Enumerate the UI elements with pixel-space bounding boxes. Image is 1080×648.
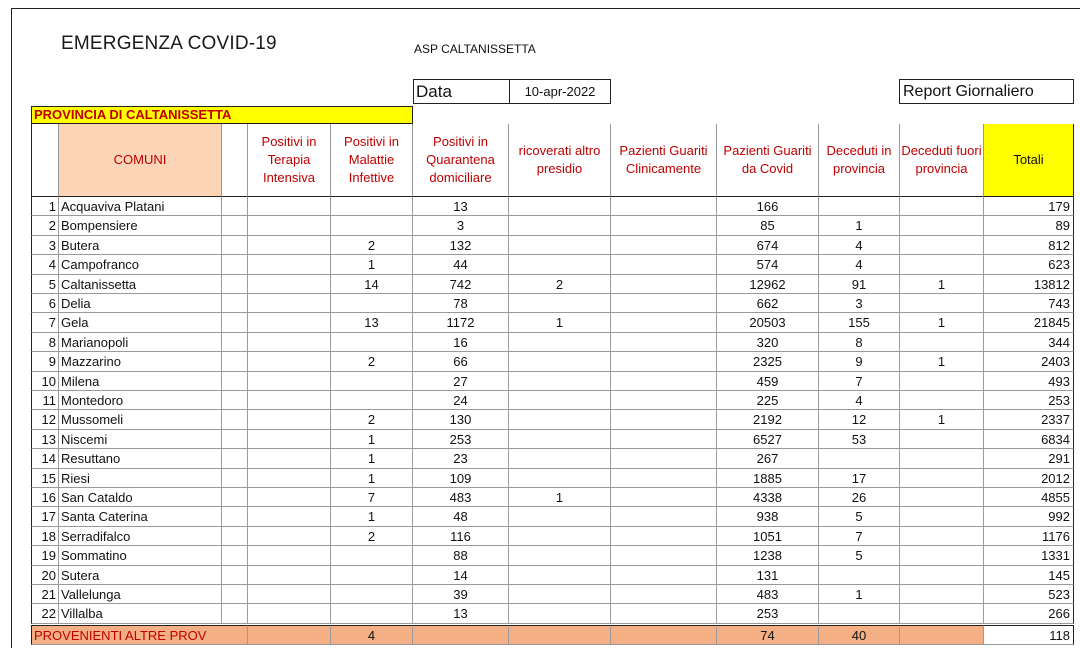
deceduti-provincia-value: 91 — [819, 275, 900, 294]
malattie-infettive-value: 1 — [331, 255, 413, 275]
totali-value: 291 — [984, 449, 1074, 469]
quarantena-value: 742 — [413, 275, 509, 294]
terapia-intensiva-value — [248, 236, 331, 255]
deceduti-fuori-value — [900, 197, 984, 216]
footer-totali: 118 — [984, 625, 1074, 645]
guariti-covid-value: 2325 — [717, 352, 819, 372]
ricoverati-value — [509, 546, 611, 566]
asp-label: ASP CALTANISSETTA — [414, 42, 536, 56]
deceduti-provincia-value: 17 — [819, 469, 900, 488]
ricoverati-value — [509, 352, 611, 372]
spacer-cell — [222, 275, 248, 294]
spacer-cell — [222, 372, 248, 391]
guariti-clinicamente-value — [611, 430, 717, 449]
header-malattie-infettive: Positivi in Malattie Infettive — [331, 124, 413, 197]
terapia-intensiva-value — [248, 449, 331, 469]
quarantena-value: 13 — [413, 197, 509, 216]
deceduti-provincia-value — [819, 604, 900, 624]
totali-value: 812 — [984, 236, 1074, 255]
deceduti-fuori-value — [900, 566, 984, 585]
deceduti-provincia-value: 5 — [819, 507, 900, 527]
footer-deceduti-fuori — [900, 625, 984, 645]
malattie-infettive-value — [331, 216, 413, 236]
totali-value: 1331 — [984, 546, 1074, 566]
footer-guariti-clinicamente — [611, 625, 717, 645]
deceduti-provincia-value: 9 — [819, 352, 900, 372]
guariti-clinicamente-value — [611, 197, 717, 216]
guariti-clinicamente-value — [611, 216, 717, 236]
row-index: 8 — [31, 333, 59, 352]
guariti-clinicamente-value — [611, 410, 717, 430]
guariti-clinicamente-value — [611, 546, 717, 566]
quarantena-value: 66 — [413, 352, 509, 372]
comune-name: Campofranco — [59, 255, 222, 275]
deceduti-provincia-value: 3 — [819, 294, 900, 313]
spacer-cell — [222, 469, 248, 488]
row-index: 3 — [31, 236, 59, 255]
deceduti-fuori-value — [900, 216, 984, 236]
guariti-covid-value: 2192 — [717, 410, 819, 430]
deceduti-provincia-value: 7 — [819, 527, 900, 546]
header-spacer — [222, 124, 248, 197]
quarantena-value: 1172 — [413, 313, 509, 333]
malattie-infettive-value — [331, 604, 413, 624]
guariti-covid-value: 12962 — [717, 275, 819, 294]
terapia-intensiva-value — [248, 372, 331, 391]
footer-ricoverati — [509, 625, 611, 645]
row-index: 11 — [31, 391, 59, 410]
totali-value: 2403 — [984, 352, 1074, 372]
deceduti-provincia-value: 26 — [819, 488, 900, 507]
deceduti-fuori-value — [900, 469, 984, 488]
guariti-clinicamente-value — [611, 275, 717, 294]
ricoverati-value: 2 — [509, 275, 611, 294]
terapia-intensiva-value — [248, 391, 331, 410]
guariti-covid-value: 938 — [717, 507, 819, 527]
spacer-cell — [222, 507, 248, 527]
deceduti-provincia-value: 1 — [819, 585, 900, 604]
quarantena-value: 88 — [413, 546, 509, 566]
deceduti-fuori-value — [900, 585, 984, 604]
comune-name: Delia — [59, 294, 222, 313]
guariti-clinicamente-value — [611, 507, 717, 527]
comune-name: Serradifalco — [59, 527, 222, 546]
ricoverati-value — [509, 391, 611, 410]
terapia-intensiva-value — [248, 410, 331, 430]
malattie-infettive-value — [331, 391, 413, 410]
spacer-cell — [222, 546, 248, 566]
comune-name: Bompensiere — [59, 216, 222, 236]
deceduti-fuori-value — [900, 372, 984, 391]
terapia-intensiva-value — [248, 585, 331, 604]
malattie-infettive-value — [331, 546, 413, 566]
deceduti-provincia-value: 53 — [819, 430, 900, 449]
header-guariti-covid: Pazienti Guariti da Covid — [717, 124, 819, 197]
malattie-infettive-value: 7 — [331, 488, 413, 507]
spacer-cell — [222, 391, 248, 410]
guariti-covid-value: 459 — [717, 372, 819, 391]
row-index: 4 — [31, 255, 59, 275]
guariti-covid-value: 320 — [717, 333, 819, 352]
row-index: 16 — [31, 488, 59, 507]
totali-value: 992 — [984, 507, 1074, 527]
guariti-covid-value: 131 — [717, 566, 819, 585]
guariti-clinicamente-value — [611, 527, 717, 546]
quarantena-value: 14 — [413, 566, 509, 585]
spacer-cell — [222, 313, 248, 333]
row-index: 2 — [31, 216, 59, 236]
totali-value: 623 — [984, 255, 1074, 275]
row-index: 17 — [31, 507, 59, 527]
guariti-clinicamente-value — [611, 604, 717, 624]
malattie-infettive-value — [331, 566, 413, 585]
footer-label: PROVENIENTI ALTRE PROV — [31, 625, 248, 645]
ricoverati-value — [509, 294, 611, 313]
terapia-intensiva-value — [248, 604, 331, 624]
malattie-infettive-value: 1 — [331, 507, 413, 527]
spacer-cell — [222, 449, 248, 469]
deceduti-provincia-value: 1 — [819, 216, 900, 236]
deceduti-provincia-value: 4 — [819, 255, 900, 275]
deceduti-fuori-value — [900, 546, 984, 566]
malattie-infettive-value — [331, 197, 413, 216]
ricoverati-value — [509, 604, 611, 624]
comune-name: Sutera — [59, 566, 222, 585]
deceduti-provincia-value: 8 — [819, 333, 900, 352]
quarantena-value: 24 — [413, 391, 509, 410]
ricoverati-value — [509, 430, 611, 449]
deceduti-provincia-value: 155 — [819, 313, 900, 333]
row-index: 15 — [31, 469, 59, 488]
comune-name: Caltanissetta — [59, 275, 222, 294]
header-ricoverati: ricoverati altro presidio — [509, 124, 611, 197]
ricoverati-value — [509, 566, 611, 585]
ricoverati-value — [509, 410, 611, 430]
deceduti-provincia-value: 7 — [819, 372, 900, 391]
quarantena-value: 78 — [413, 294, 509, 313]
spacer-cell — [222, 410, 248, 430]
guariti-clinicamente-value — [611, 333, 717, 352]
report-date: 10-apr-2022 — [509, 79, 611, 104]
malattie-infettive-value: 2 — [331, 410, 413, 430]
guariti-covid-value: 574 — [717, 255, 819, 275]
comune-name: Mussomeli — [59, 410, 222, 430]
deceduti-fuori-value — [900, 294, 984, 313]
ricoverati-value — [509, 216, 611, 236]
totali-value: 4855 — [984, 488, 1074, 507]
header-totali: Totali — [984, 124, 1074, 197]
deceduti-provincia-value — [819, 566, 900, 585]
page-frame-left — [11, 8, 12, 648]
spacer-cell — [222, 566, 248, 585]
comune-name: Niscemi — [59, 430, 222, 449]
footer-malattie-infettive: 4 — [331, 625, 413, 645]
guariti-covid-value: 6527 — [717, 430, 819, 449]
spacer-cell — [222, 236, 248, 255]
terapia-intensiva-value — [248, 488, 331, 507]
terapia-intensiva-value — [248, 527, 331, 546]
guariti-clinicamente-value — [611, 372, 717, 391]
ricoverati-value — [509, 197, 611, 216]
guariti-covid-value: 85 — [717, 216, 819, 236]
header-comuni: COMUNI — [59, 124, 222, 197]
spacer-cell — [222, 255, 248, 275]
ricoverati-value — [509, 585, 611, 604]
row-index: 10 — [31, 372, 59, 391]
comune-name: Resuttano — [59, 449, 222, 469]
totali-value: 21845 — [984, 313, 1074, 333]
ricoverati-value — [509, 255, 611, 275]
guariti-covid-value: 267 — [717, 449, 819, 469]
comune-name: Montedoro — [59, 391, 222, 410]
malattie-infettive-value: 2 — [331, 352, 413, 372]
spacer-cell — [222, 488, 248, 507]
comune-name: Sommatino — [59, 546, 222, 566]
spacer-cell — [222, 333, 248, 352]
terapia-intensiva-value — [248, 430, 331, 449]
deceduti-provincia-value: 5 — [819, 546, 900, 566]
guariti-clinicamente-value — [611, 488, 717, 507]
totali-value: 89 — [984, 216, 1074, 236]
guariti-covid-value: 1051 — [717, 527, 819, 546]
guariti-covid-value: 253 — [717, 604, 819, 624]
comune-name: Gela — [59, 313, 222, 333]
deceduti-provincia-value — [819, 449, 900, 469]
guariti-clinicamente-value — [611, 352, 717, 372]
guariti-covid-value: 674 — [717, 236, 819, 255]
report-type: Report Giornaliero — [899, 79, 1074, 104]
ricoverati-value: 1 — [509, 313, 611, 333]
header-index-cell — [31, 124, 59, 197]
totali-value: 344 — [984, 333, 1074, 352]
comune-name: Acquaviva Platani — [59, 197, 222, 216]
row-index: 6 — [31, 294, 59, 313]
row-index: 5 — [31, 275, 59, 294]
terapia-intensiva-value — [248, 294, 331, 313]
terapia-intensiva-value — [248, 313, 331, 333]
ricoverati-value — [509, 333, 611, 352]
quarantena-value: 16 — [413, 333, 509, 352]
page-title: EMERGENZA COVID-19 — [61, 33, 277, 54]
row-index: 20 — [31, 566, 59, 585]
ricoverati-value — [509, 236, 611, 255]
header-deceduti-fuori: Deceduti fuori provincia — [900, 124, 984, 197]
malattie-infettive-value — [331, 333, 413, 352]
row-index: 22 — [31, 604, 59, 624]
header-deceduti-provincia: Deceduti in provincia — [819, 124, 900, 197]
terapia-intensiva-value — [248, 333, 331, 352]
malattie-infettive-value: 2 — [331, 527, 413, 546]
deceduti-fuori-value: 1 — [900, 410, 984, 430]
row-index: 19 — [31, 546, 59, 566]
terapia-intensiva-value — [248, 546, 331, 566]
guariti-clinicamente-value — [611, 566, 717, 585]
quarantena-value: 132 — [413, 236, 509, 255]
comune-name: San Cataldo — [59, 488, 222, 507]
comune-name: Santa Caterina — [59, 507, 222, 527]
terapia-intensiva-value — [248, 255, 331, 275]
guariti-covid-value: 166 — [717, 197, 819, 216]
comune-name: Riesi — [59, 469, 222, 488]
totali-value: 179 — [984, 197, 1074, 216]
totali-value: 493 — [984, 372, 1074, 391]
totali-value: 1176 — [984, 527, 1074, 546]
spacer-cell — [222, 352, 248, 372]
malattie-infettive-value: 2 — [331, 236, 413, 255]
deceduti-fuori-value — [900, 255, 984, 275]
guariti-clinicamente-value — [611, 294, 717, 313]
quarantena-value: 13 — [413, 604, 509, 624]
totali-value: 6834 — [984, 430, 1074, 449]
spacer-cell — [222, 197, 248, 216]
comune-name: Milena — [59, 372, 222, 391]
terapia-intensiva-value — [248, 216, 331, 236]
comune-name: Mazzarino — [59, 352, 222, 372]
deceduti-fuori-value — [900, 236, 984, 255]
spacer-cell — [222, 430, 248, 449]
ricoverati-value — [509, 527, 611, 546]
header-terapia-intensiva: Positivi in Terapia Intensiva — [248, 124, 331, 197]
guariti-clinicamente-value — [611, 469, 717, 488]
page-frame-top — [11, 8, 1080, 9]
data-label: Data — [413, 79, 510, 104]
terapia-intensiva-value — [248, 352, 331, 372]
deceduti-provincia-value: 4 — [819, 236, 900, 255]
row-index: 12 — [31, 410, 59, 430]
row-index: 7 — [31, 313, 59, 333]
terapia-intensiva-value — [248, 275, 331, 294]
deceduti-fuori-value: 1 — [900, 275, 984, 294]
guariti-covid-value: 662 — [717, 294, 819, 313]
footer-guariti-covid: 74 — [717, 625, 819, 645]
totali-value: 743 — [984, 294, 1074, 313]
deceduti-fuori-value — [900, 430, 984, 449]
ricoverati-value — [509, 449, 611, 469]
footer-deceduti-provincia: 40 — [819, 625, 900, 645]
guariti-covid-value: 4338 — [717, 488, 819, 507]
guariti-clinicamente-value — [611, 449, 717, 469]
terapia-intensiva-value — [248, 469, 331, 488]
footer-quarantena — [413, 625, 509, 645]
deceduti-fuori-value — [900, 333, 984, 352]
footer-terapia-intensiva — [248, 625, 331, 645]
deceduti-fuori-value — [900, 488, 984, 507]
quarantena-value: 27 — [413, 372, 509, 391]
malattie-infettive-value: 1 — [331, 430, 413, 449]
spacer-cell — [222, 216, 248, 236]
terapia-intensiva-value — [248, 507, 331, 527]
guariti-clinicamente-value — [611, 255, 717, 275]
deceduti-provincia-value: 4 — [819, 391, 900, 410]
quarantena-value: 48 — [413, 507, 509, 527]
header-guariti-clinicamente: Pazienti Guariti Clinicamente — [611, 124, 717, 197]
quarantena-value: 3 — [413, 216, 509, 236]
guariti-clinicamente-value — [611, 391, 717, 410]
totali-value: 523 — [984, 585, 1074, 604]
guariti-clinicamente-value — [611, 585, 717, 604]
deceduti-fuori-value: 1 — [900, 313, 984, 333]
quarantena-value: 253 — [413, 430, 509, 449]
row-index: 18 — [31, 527, 59, 546]
terapia-intensiva-value — [248, 566, 331, 585]
totali-value: 13812 — [984, 275, 1074, 294]
header-quarantena: Positivi in Quarantena domiciliare — [413, 124, 509, 197]
deceduti-fuori-value — [900, 604, 984, 624]
totali-value: 2337 — [984, 410, 1074, 430]
guariti-covid-value: 483 — [717, 585, 819, 604]
guariti-covid-value: 225 — [717, 391, 819, 410]
deceduti-fuori-value — [900, 449, 984, 469]
terapia-intensiva-value — [248, 197, 331, 216]
guariti-covid-value: 1885 — [717, 469, 819, 488]
malattie-infettive-value: 1 — [331, 469, 413, 488]
guariti-clinicamente-value — [611, 236, 717, 255]
quarantena-value: 39 — [413, 585, 509, 604]
quarantena-value: 109 — [413, 469, 509, 488]
guariti-clinicamente-value — [611, 313, 717, 333]
comune-name: Vallelunga — [59, 585, 222, 604]
malattie-infettive-value: 1 — [331, 449, 413, 469]
spacer-cell — [222, 527, 248, 546]
row-index: 9 — [31, 352, 59, 372]
totali-value: 253 — [984, 391, 1074, 410]
comune-name: Marianopoli — [59, 333, 222, 352]
quarantena-value: 483 — [413, 488, 509, 507]
spacer-cell — [222, 294, 248, 313]
guariti-covid-value: 20503 — [717, 313, 819, 333]
malattie-infettive-value — [331, 294, 413, 313]
provincia-banner: PROVINCIA DI CALTANISSETTA — [31, 106, 413, 124]
deceduti-provincia-value: 12 — [819, 410, 900, 430]
deceduti-fuori-value: 1 — [900, 352, 984, 372]
malattie-infettive-value — [331, 372, 413, 391]
ricoverati-value — [509, 507, 611, 527]
totali-value: 266 — [984, 604, 1074, 624]
deceduti-provincia-value — [819, 197, 900, 216]
ricoverati-value: 1 — [509, 488, 611, 507]
row-index: 14 — [31, 449, 59, 469]
row-index: 21 — [31, 585, 59, 604]
totali-value: 145 — [984, 566, 1074, 585]
comune-name: Villalba — [59, 604, 222, 624]
row-index: 1 — [31, 197, 59, 216]
quarantena-value: 44 — [413, 255, 509, 275]
deceduti-fuori-value — [900, 391, 984, 410]
totali-value: 2012 — [984, 469, 1074, 488]
guariti-covid-value: 1238 — [717, 546, 819, 566]
spacer-cell — [222, 585, 248, 604]
row-index: 13 — [31, 430, 59, 449]
malattie-infettive-value — [331, 585, 413, 604]
comune-name: Butera — [59, 236, 222, 255]
ricoverati-value — [509, 372, 611, 391]
deceduti-fuori-value — [900, 507, 984, 527]
deceduti-fuori-value — [900, 527, 984, 546]
quarantena-value: 23 — [413, 449, 509, 469]
spacer-cell — [222, 604, 248, 624]
ricoverati-value — [509, 469, 611, 488]
malattie-infettive-value: 14 — [331, 275, 413, 294]
quarantena-value: 130 — [413, 410, 509, 430]
malattie-infettive-value: 13 — [331, 313, 413, 333]
quarantena-value: 116 — [413, 527, 509, 546]
